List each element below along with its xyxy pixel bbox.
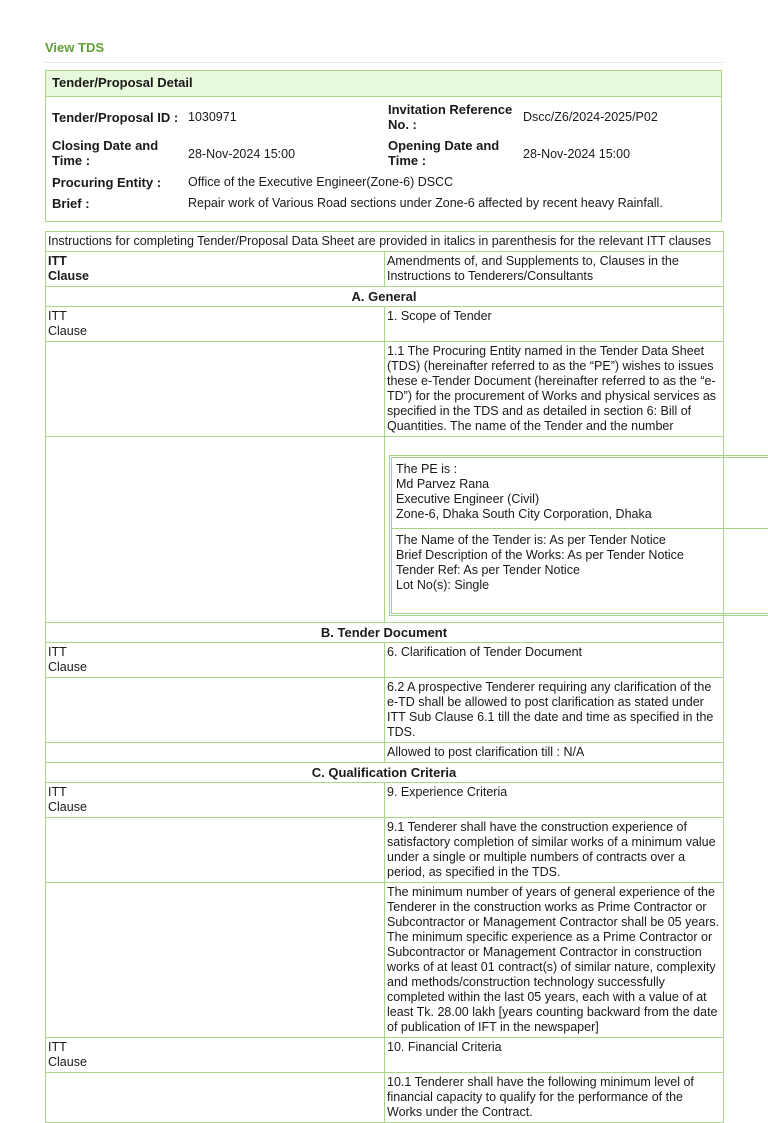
clarification-title: 6. Clarification of Tender Document bbox=[385, 643, 724, 678]
tender-id-label: Tender/Proposal ID : bbox=[52, 110, 179, 125]
lot-number: Lot No(s): Single bbox=[396, 578, 490, 592]
procuring-entity-label: Procuring Entity : bbox=[52, 175, 162, 190]
section-row bbox=[46, 287, 724, 307]
section-tender-document: B. Tender Document bbox=[46, 623, 724, 643]
closing-date-value: 28-Nov-2024 15:00 bbox=[188, 147, 296, 161]
tender-id-value: 1030971 bbox=[188, 110, 237, 124]
clarification-text: 6.2 A prospective Tenderer requiring any clarification of the e-TD shall be allowed to post clarification as stated under ITT Sub Clause 6.1 till the date and time as specified in the TDS. bbox=[385, 678, 724, 743]
itt-clause-label: ITT Clause bbox=[46, 643, 385, 678]
clause-row bbox=[46, 883, 724, 1038]
pe-name: Md Parvez Rana bbox=[396, 477, 490, 491]
financial-title: 10. Financial Criteria bbox=[385, 1038, 724, 1073]
clause-row bbox=[46, 678, 724, 743]
page-title: View TDS bbox=[45, 40, 105, 55]
tender-detail-heading: Tender/Proposal Detail bbox=[46, 71, 721, 97]
tender-detail-panel bbox=[45, 70, 722, 222]
scope-text: 1.1 The Procuring Entity named in the Tender Data Sheet (TDS) (hereinafter referred to as the “PE”) wishes to issues these e-Tender Document (hereinafter referred to as the “e-TD”) for the procurement of Works and physical services as specified in the TDS and as detailed in section 6: Bill of Quantities. The name of the Tender and the number bbox=[385, 342, 724, 437]
tender-ref: Tender Ref: As per Tender Notice bbox=[396, 563, 580, 577]
financial-text: 10.1 Tenderer shall have the following minimum level of financial capacity to qualify for the performance of the Works under the Contract. bbox=[385, 1073, 724, 1123]
invitation-ref-label: Invitation Reference No. : bbox=[388, 102, 513, 132]
section-qualification: C. Qualification Criteria bbox=[46, 763, 724, 783]
pe-title: Executive Engineer (Civil) bbox=[396, 492, 540, 506]
pe-office: Zone-6, Dhaka South City Corporation, Dhaka bbox=[396, 507, 652, 521]
opening-date-value: 28-Nov-2024 15:00 bbox=[523, 147, 631, 161]
experience-text: 9.1 Tenderer shall have the construction experience of satisfactory completion of similar works of a minimum value under a single or multiple numbers of contracts over a period, as specified in the TDS. bbox=[385, 818, 724, 883]
itt-clause-label: ITT Clause bbox=[46, 783, 385, 818]
clause-row bbox=[46, 783, 724, 818]
tender-info bbox=[392, 529, 768, 613]
instructions-text: Instructions for completing Tender/Proposal Data Sheet are provided in italics in parenthesis for the relevant ITT clauses bbox=[46, 232, 724, 252]
pe-is-label: The PE is : bbox=[396, 462, 458, 476]
section-row bbox=[46, 623, 724, 643]
pe-details bbox=[392, 458, 768, 529]
pe-info-box bbox=[389, 455, 768, 616]
tender-name: The Name of the Tender is: As per Tender Notice bbox=[396, 533, 666, 547]
amendments-header: Amendments of, and Supplements to, Clauses in the Instructions to Tenderers/Consultants bbox=[385, 252, 724, 287]
brief-value: Repair work of Various Road sections under Zone-6 affected by recent heavy Rainfall. bbox=[188, 196, 663, 210]
brief-description: Brief Description of the Works: As per Tender Notice bbox=[396, 548, 684, 562]
experience-title: 9. Experience Criteria bbox=[385, 783, 724, 818]
clause-row bbox=[46, 1073, 724, 1123]
section-general: A. General bbox=[46, 287, 724, 307]
scope-title: 1. Scope of Tender bbox=[385, 307, 724, 342]
section-row bbox=[46, 763, 724, 783]
clause-row bbox=[46, 643, 724, 678]
itt-clauses-table bbox=[45, 231, 724, 1123]
experience-specific: The minimum specific experience as a Prime Contractor or Subcontractor or Management Contractor in construction works of at least 01 contract(s) of similar nature, complexity and methods/construction technology successfully completed within the last 05 years, each with a value of at least Tk. 28.00 lakh [years counting backward from the date of publication of IFT in the newspaper] bbox=[387, 930, 718, 1034]
clause-row bbox=[46, 818, 724, 883]
brief-label: Brief : bbox=[52, 196, 90, 211]
experience-general: The minimum number of years of general experience of the Tenderer in the construction works as Prime Contractor or Subcontractor or Management Contractor shall be 05 years. bbox=[387, 885, 720, 929]
instructions-row bbox=[46, 232, 724, 252]
clause-row bbox=[46, 1038, 724, 1073]
itt-clause-header: ITT Clause bbox=[46, 252, 385, 287]
procuring-entity-value: Office of the Executive Engineer(Zone-6) DSCC bbox=[188, 175, 454, 189]
invitation-ref-value: Dscc/Z6/2024-2025/P02 bbox=[523, 110, 658, 124]
clause-row bbox=[46, 437, 724, 623]
itt-clause-label: ITT Clause bbox=[46, 307, 385, 342]
clarification-till: Allowed to post clarification till : N/A bbox=[385, 743, 724, 763]
title-divider bbox=[45, 62, 724, 63]
itt-header-row bbox=[46, 252, 724, 287]
clause-row bbox=[46, 307, 724, 342]
opening-date-label: Opening Date and Time : bbox=[388, 138, 500, 168]
itt-clause-label: ITT Clause bbox=[46, 1038, 385, 1073]
clause-row bbox=[46, 743, 724, 763]
clause-row bbox=[46, 342, 724, 437]
closing-date-label: Closing Date and Time : bbox=[52, 138, 159, 168]
